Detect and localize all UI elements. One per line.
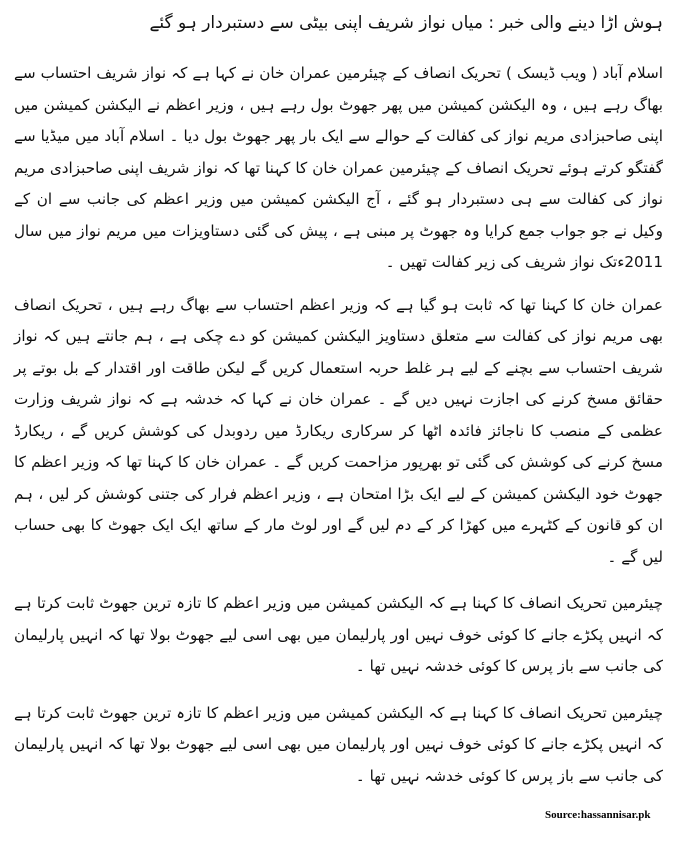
article-paragraph-2: عمران خان کا کہنا تھا کہ ثابت ہو گیا ہے کہ وزیر اعظم احتساب سے بھاگ رہے ہیں ، تحریک انصاف بھی مریم نواز کی کفالت سے متعلق دستاویز الیکشن کمیشن کو دے چکی ہے ، ہم جانتے ہیں کہ نواز شریف احتساب سے بچنے کے لیے ہر غلط حربہ استعمال کریں گے لیکن طاقت اور اقتدار کے بل بوتے پر حقائق مسخ کرنے کی اجازت نہیں دیں گے ۔ عمران خان نے کہا کہ خدشہ ہے کہ نواز شریف وزارت عظمی کے منصب کا ناجائز فائدہ اٹھا کر سرکاری ریکارڈ میں ردوبدل کی کوشش کریں گے ، ریکارڈ مسخ کرنے کی کوشش کی گئی تو بھرپور مزاحمت کریں گے ۔ عمران خان کا کہنا تھا کہ وزیر اعظم کا جھوٹ خود الیکشن کمیشن کے لیے ایک بڑا امتحان ہے ، وزیر اعظم فرار کی جتنی کوشش کر لیں ، ہم ان کو قانون کے کٹہرے میں کھڑا کر کے دم لیں گے اور لوٹ مار کے ساتھ ایک ایک جھوٹ کا بھی حساب لیں گے ۔ — [14, 295, 663, 566]
source-credit: Source:hassannisar.pk — [545, 809, 651, 821]
article-paragraph-3: چیئرمین تحریک انصاف کا کہنا ہے کہ الیکشن کمیشن میں وزیر اعظم کا تازہ ترین جھوٹ ثابت کرتا ہے کہ انہیں پکڑے جانے کا کوئی خوف نہیں اور پارلیمان میں بھی اسی لیے جھوٹ بولا تھا کہ انہیں پارلیمان کی جانب سے باز پرس کا کوئی خدشہ نہیں تھا ۔ — [14, 594, 663, 675]
article-paragraph-4: چیئرمین تحریک انصاف کا کہنا ہے کہ الیکشن کمیشن میں وزیر اعظم کا تازہ ترین جھوٹ ثابت کرتا ہے کہ انہیں پکڑے جانے کا کوئی خوف نہیں اور پارلیمان میں بھی اسی لیے جھوٹ بولا تھا کہ انہیں پارلیمان کی جانب سے باز پرس کا کوئی خدشہ نہیں تھا ۔ — [14, 703, 663, 785]
article-headline: ہوش اڑا دینے والی خبر : میاں نواز شریف اپنی بیٹی سے دستبردار ہو گئے — [149, 13, 663, 33]
article-paragraph-1: اسلام آباد ( ویب ڈیسک ) تحریک انصاف کے چیئرمین عمران خان نے کہا ہے کہ نواز شریف احتساب سے بھاگ رہے ہیں ، وہ الیکشن کمیشن میں پھر جھوٹ بول رہے ہیں ، وزیر اعظم نے الیکشن کمیشن میں اپنی صاحبزادی مریم نواز کی کفالت کے حوالے سے ایک بار پھر جھوٹ بول دیا ۔ اسلام آباد میں میڈیا سے گفتگو کرتے ہوئے تحریک انصاف کے چیئرمین عمران خان کا کہنا تھا کہ نواز شریف اپنی صاحبزادی مریم نواز کی کفالت سے ہی دستبردار ہو گئے ، آج الیکشن کمیشن میں وزیر اعظم کی جانب سے ان کے وکیل نے جو جواب جمع کرایا وہ جھوٹ پر مبنی ہے ، پیش کی گئی دستاویزات میں مریم نواز میں سال 2011ءتک نواز شریف کی زیر کفالت تھیں ۔ — [14, 64, 663, 271]
